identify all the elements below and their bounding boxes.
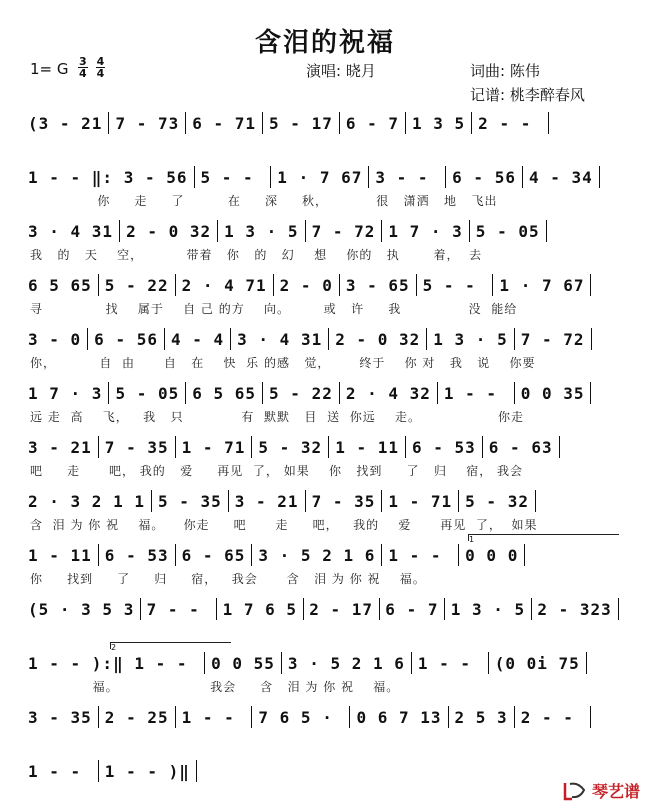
lyric-row: 你， 自 由 自 在 快 乐 的感 觉， 终于 你 对 我 说 你要 [28, 354, 624, 372]
measure: 1 - 71 [182, 438, 246, 457]
measure: 6 - 71 [192, 114, 256, 133]
note-row [28, 702, 624, 732]
measure: 6 - 63 [489, 438, 553, 457]
barline [262, 382, 263, 404]
measure: 7 - - [147, 600, 211, 619]
measure: 1 - - )‖ [105, 762, 190, 781]
singer-credit: 演唱: 晓月 [306, 60, 376, 81]
lyric-row: 你 走 了 在 深 秋， 很 潇洒 地 飞出 [28, 192, 624, 210]
barline [381, 544, 382, 566]
measure: 3 - 0 [28, 330, 81, 349]
measure: 3 - 35 [28, 708, 92, 727]
measure: 5 - 05 [115, 384, 179, 403]
barline [381, 490, 382, 512]
measure: 1 - 11 [28, 546, 92, 565]
measure: 1 - - [28, 762, 92, 781]
barline [175, 706, 176, 728]
lyric-row: 我 的 天 空， 带着 你 的 幻 想 你的 执 着， 去 [28, 246, 624, 264]
composer-credit: 词曲: 陈伟 [470, 60, 540, 81]
barline [524, 544, 525, 566]
lyric-row [28, 786, 624, 804]
measure: 2 - 25 [105, 708, 169, 727]
measure: 6 - 56 [94, 330, 158, 349]
lyric-row [28, 138, 624, 156]
barline [328, 328, 329, 350]
site-logo-text: 琴艺谱 [592, 779, 640, 802]
barline [514, 328, 515, 350]
measure: 4 - 34 [529, 168, 593, 187]
measure: 7 - 72 [312, 222, 376, 241]
measure: 6 - 56 [452, 168, 516, 187]
measure: 1 - - [388, 546, 452, 565]
barline [119, 220, 120, 242]
barline [586, 652, 587, 674]
barline [514, 382, 515, 404]
measure: 1 - 71 [388, 492, 452, 511]
barline [204, 652, 205, 674]
score-line [28, 108, 624, 162]
note-row [28, 216, 624, 246]
barline [445, 166, 446, 188]
measure: 1 7 · 3 [28, 384, 102, 403]
measure: 6 - 53 [412, 438, 476, 457]
lyric-row: 吧 走 吧， 我的 爱 再见 了， 如果 你 找到 了 归 宿， 我会 [28, 462, 624, 480]
lyric-row: 含 泪 为 你 祝 福。 你走 吧 走 吧， 我的 爱 再见 了， 如果 [28, 516, 624, 534]
barline [228, 490, 229, 512]
measure: 3 - 21 [28, 438, 92, 457]
barline [368, 166, 369, 188]
barline [469, 220, 470, 242]
measure: 1 - - ):‖ 1 - - [28, 654, 198, 673]
barline [251, 544, 252, 566]
score-line [28, 756, 624, 810]
measure: 0 0 0 [465, 546, 518, 565]
measure: 2 - - [521, 708, 585, 727]
barline [98, 274, 99, 296]
measure: 5 - 22 [269, 384, 333, 403]
barline [270, 166, 271, 188]
volta-bracket: 1 [468, 534, 619, 541]
measure: 5 - 32 [258, 438, 322, 457]
barline [196, 760, 197, 782]
measure: 1 - - [418, 654, 482, 673]
barline [108, 112, 109, 134]
barline [437, 382, 438, 404]
measure: (0 0i 75 [495, 654, 580, 673]
barline [339, 112, 340, 134]
measure: 3 - 65 [346, 276, 410, 295]
barline [251, 706, 252, 728]
measure: 6 - 65 [182, 546, 246, 565]
lyric-row: 寻 找 属于 自 己 的方 向。 或 许 我 没 能给 [28, 300, 624, 318]
measure: 7 6 5 · [258, 708, 343, 727]
measure: 1 3 · 5 [451, 600, 525, 619]
measure: 3 · 4 31 [237, 330, 322, 349]
measure: 6 5 65 [192, 384, 256, 403]
barline [164, 328, 165, 350]
barline [98, 760, 99, 782]
measure: 1 - - [444, 384, 508, 403]
barline [251, 436, 252, 458]
note-row [28, 594, 624, 624]
measure: 1 · 7 67 [277, 168, 362, 187]
score-line [28, 324, 624, 378]
barline [482, 436, 483, 458]
measure: 5 - 35 [158, 492, 222, 511]
measure: 3 · 5 2 1 6 [258, 546, 375, 565]
measure: 5 - 17 [269, 114, 333, 133]
barline [488, 652, 489, 674]
transcriber-credit: 记谱: 桃李醉春风 [470, 84, 585, 105]
score-line [28, 270, 624, 324]
measure: 1 - - [182, 708, 246, 727]
barline [175, 544, 176, 566]
barline [514, 706, 515, 728]
key-signature: 1= G [30, 60, 69, 78]
score-line [28, 216, 624, 270]
measure: 5 - 05 [476, 222, 540, 241]
barline [448, 706, 449, 728]
barline [349, 706, 350, 728]
barline [405, 436, 406, 458]
measure: 7 - 72 [521, 330, 585, 349]
barline [151, 490, 152, 512]
lyric-row [28, 732, 624, 750]
barline [591, 328, 592, 350]
measure: 2 - 323 [537, 600, 611, 619]
measure: 2 - 17 [309, 600, 373, 619]
barline [405, 112, 406, 134]
time-signature-3-4: $\frac{3}{4}$ [78, 56, 88, 79]
note-row [28, 540, 624, 570]
measure: 2 - - [478, 114, 542, 133]
measure: 3 · 4 31 [28, 222, 113, 241]
barline [339, 382, 340, 404]
note-row [28, 432, 624, 462]
barline [98, 544, 99, 566]
measure: 1 7 6 5 [223, 600, 297, 619]
score-line [28, 540, 624, 594]
measure: 2 5 3 [455, 708, 508, 727]
barline [590, 382, 591, 404]
volta-bracket: 2 [110, 642, 231, 649]
measure: 1 · 7 67 [499, 276, 584, 295]
barline [590, 274, 591, 296]
barline [381, 220, 382, 242]
barline [411, 652, 412, 674]
measure: 2 · 4 71 [182, 276, 267, 295]
song-title: 含泪的祝福 [0, 22, 650, 59]
barline [87, 328, 88, 350]
measure: 1 7 · 3 [388, 222, 462, 241]
barline [98, 706, 99, 728]
measure: 1 - - ‖: 3 - 56 [28, 168, 188, 187]
note-row [28, 108, 624, 138]
measure: 0 0 55 [211, 654, 275, 673]
barline [458, 544, 459, 566]
measure: 1 3 · 5 [224, 222, 298, 241]
lyre-logo-icon [562, 780, 588, 802]
measure: (5 · 3 5 3 [28, 600, 134, 619]
measure: 1 - 11 [335, 438, 399, 457]
note-row [28, 756, 624, 786]
measure: 3 · 5 2 1 6 [288, 654, 405, 673]
measure: 1 3 · 5 [433, 330, 507, 349]
site-logo [562, 779, 640, 802]
measure: 7 - 73 [115, 114, 179, 133]
lyric-row: 你 找到 了 归 宿， 我会 含 泪 为 你 祝 福。 [28, 570, 624, 588]
barline [548, 112, 549, 134]
lyric-row [28, 624, 624, 642]
measure: 7 - 35 [105, 438, 169, 457]
barline [185, 382, 186, 404]
measure: 2 - 0 32 [335, 330, 420, 349]
measure: 7 - 35 [312, 492, 376, 511]
note-row [28, 648, 624, 678]
barline [426, 328, 427, 350]
measure: 6 - 53 [105, 546, 169, 565]
measure: 5 - - [423, 276, 487, 295]
score-line [28, 594, 624, 648]
lyric-row: 远 走 高 飞， 我 只 有 默默 目 送 你远 走。 你走 [28, 408, 624, 426]
barline [305, 490, 306, 512]
measure: 3 - - [375, 168, 439, 187]
barline [535, 490, 536, 512]
score-line [28, 702, 624, 756]
barline [590, 706, 591, 728]
barline [273, 274, 274, 296]
score-line [28, 378, 624, 432]
measure: 2 - 0 32 [126, 222, 211, 241]
score-line [28, 486, 624, 540]
measure: 3 - 21 [235, 492, 299, 511]
measure: 2 - 0 [280, 276, 333, 295]
numbered-score [28, 108, 624, 810]
barline [175, 274, 176, 296]
barline [339, 274, 340, 296]
note-row [28, 486, 624, 516]
barline [492, 274, 493, 296]
note-row [28, 162, 624, 192]
measure: 5 - - [201, 168, 265, 187]
barline [546, 220, 547, 242]
note-row [28, 378, 624, 408]
barline [194, 166, 195, 188]
measure: 0 6 7 13 [356, 708, 441, 727]
measure: 0 0 35 [521, 384, 585, 403]
score-line [28, 162, 624, 216]
measure: (3 - 21 [28, 114, 102, 133]
measure: 6 5 65 [28, 276, 92, 295]
time-signature-4-4: $\frac{4}{4}$ [96, 56, 106, 79]
barline [98, 436, 99, 458]
score-line [28, 648, 624, 702]
barline [471, 112, 472, 134]
barline [108, 382, 109, 404]
barline [328, 436, 329, 458]
barline [217, 220, 218, 242]
barline [458, 490, 459, 512]
barline [416, 274, 417, 296]
barline [185, 112, 186, 134]
measure: 6 - 7 [346, 114, 399, 133]
note-row [28, 324, 624, 354]
barline [281, 652, 282, 674]
barline [599, 166, 600, 188]
measure: 2 · 4 32 [346, 384, 431, 403]
measure: 2 · 3 2 1 1 [28, 492, 145, 511]
lyric-row: 福。 我会 含 泪 为 你 祝 福。 [28, 678, 624, 696]
measure: 5 - 22 [105, 276, 169, 295]
measure: 4 - 4 [171, 330, 224, 349]
barline [230, 328, 231, 350]
barline [559, 436, 560, 458]
note-row [28, 270, 624, 300]
barline [305, 220, 306, 242]
score-line [28, 432, 624, 486]
barline [175, 436, 176, 458]
measure: 6 - 7 [385, 600, 438, 619]
measure: 5 - 32 [465, 492, 529, 511]
barline [522, 166, 523, 188]
barline [262, 112, 263, 134]
time-signatures [78, 56, 105, 79]
measure: 1 3 5 [412, 114, 465, 133]
